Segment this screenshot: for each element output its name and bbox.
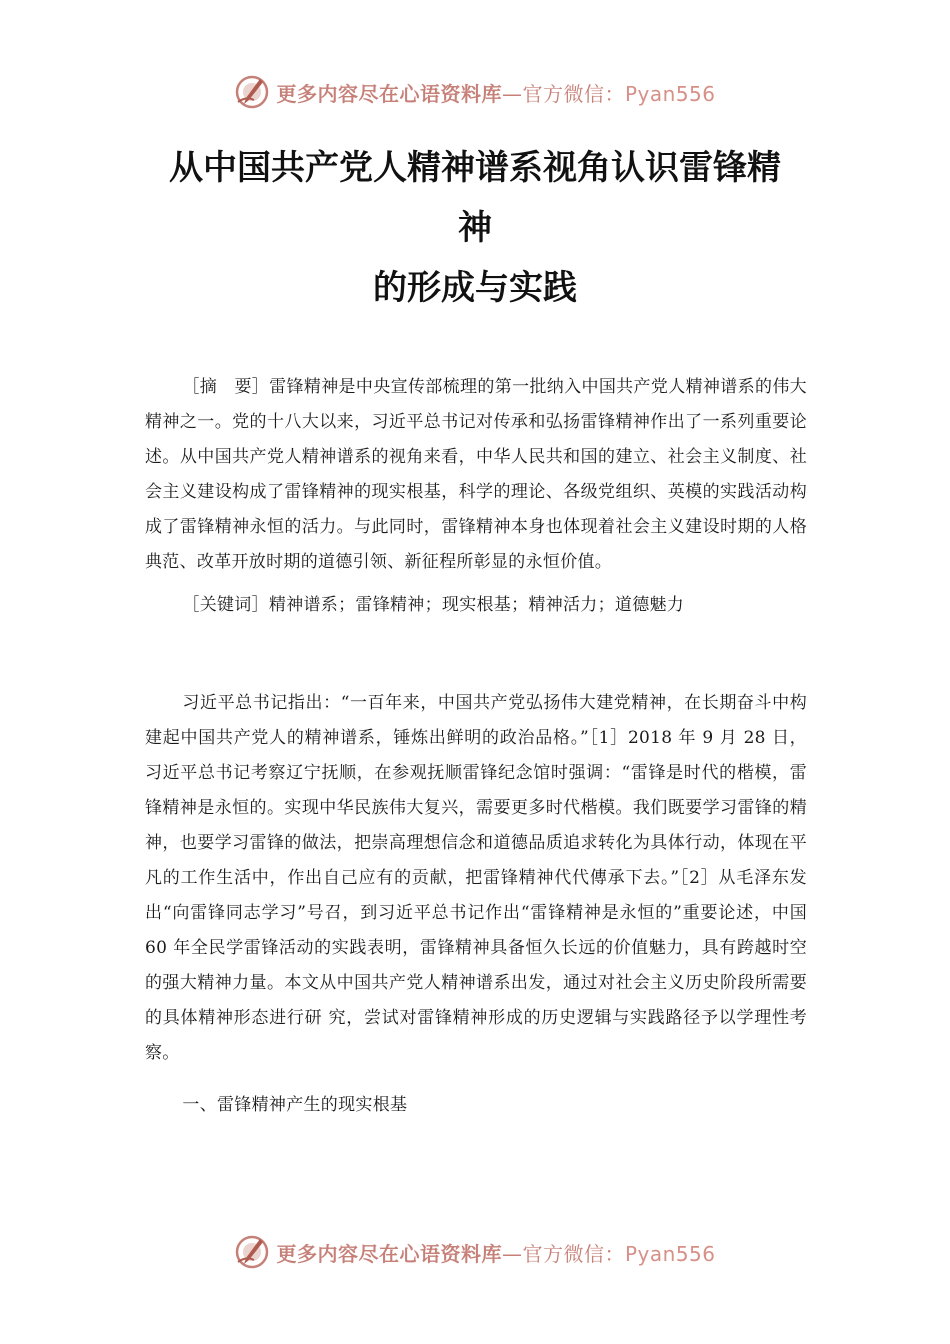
quill-pen-logo-icon	[234, 74, 270, 110]
banner-handle: Pyan556	[624, 81, 716, 106]
body-block	[145, 686, 807, 1071]
banner-text	[276, 78, 715, 107]
keywords-text: ［关键词］精神谱系；雷锋精神；现实根基；精神活力；道德魅力	[182, 595, 685, 615]
quill-pen-logo-icon	[234, 1234, 270, 1270]
abstract-text: ［摘 要］雷锋精神是中央宣传部梳理的第一批纳入中国共产党人精神谱系的伟大精神之一。党的十八大以来，习近平总书记对传承和弘扬雷锋精神作出了一系列重要论述。从中国共产党人精神谱系的视角来看，中华人民共和国的建立、社会主义制度、社会主义建设构成了雷锋精神的现实根基，科学的理论、各级党组织、英模的实践活动构成了雷锋精神永恒的活力。与此同时，雷锋精神本身也体现着社会主义建设时期的人格典范、改革开放时期的道德引领、新征程所彰显的永恒价值。	[145, 377, 807, 572]
banner-main-text: 更多内容尽在心语资料库	[276, 1241, 502, 1266]
banner-sub-text: 官方微信：	[522, 1241, 625, 1266]
banner-dash: —	[501, 1241, 523, 1266]
banner-sub-text: 官方微信：	[522, 81, 625, 106]
keywords-block	[145, 588, 807, 623]
section-heading-block	[145, 1088, 807, 1123]
header-banner	[0, 70, 950, 114]
title-line-2: 神	[458, 208, 492, 248]
body-paragraph: 习近平总书记指出：“一百年来，中国共产党弘扬伟大建党精神，在长期奋斗中构建起中国共产党人的精神谱系，锤炼出鲜明的政治品格。”［1］2018 年 9 月 28 日，习近平总书记考察辽宁抚顺，在参观抚顺雷锋纪念馆时强调：“雷锋是时代的楷模，雷锋精神是永恒的。实现中华民族伟大复兴，需要更多时代楷模。我们既要学习雷锋的精神，也要学习雷锋的做法，把崇高理想信念和道德品质追求转化为具体行动，体现在平凡的工作生活中，作出自己应有的贡献，把雷锋精神代代傳承下去。”［2］从毛泽东发出“向雷锋同志学习”号召，到习近平总书记作出“雷锋精神是永恒的”重要论述，中国 60 年全民学雷锋活动的实践表明，雷锋精神具备恒久长远的价值魅力，具有跨越时空的强大精神力量。本文从中国共产党人精神谱系出发，通过对社会主义历史阶段所需要的具体精神形态进行研 究，尝试对雷锋精神形成的历史逻辑与实践路径予以学理性考察。	[145, 693, 807, 1063]
banner-text	[276, 1238, 715, 1267]
title-line-1: 从中国共产党人精神谱系视角认识雷锋精	[169, 148, 781, 188]
title-line-3: 的形成与实践	[373, 268, 577, 308]
abstract-block	[145, 370, 807, 580]
page-title	[140, 138, 810, 318]
banner-handle: Pyan556	[624, 1241, 716, 1266]
banner-main-text: 更多内容尽在心语资料库	[276, 81, 502, 106]
section-heading: 一、雷锋精神产生的现实根基	[182, 1095, 408, 1115]
footer-banner	[0, 1230, 950, 1274]
banner-dash: —	[501, 81, 523, 106]
